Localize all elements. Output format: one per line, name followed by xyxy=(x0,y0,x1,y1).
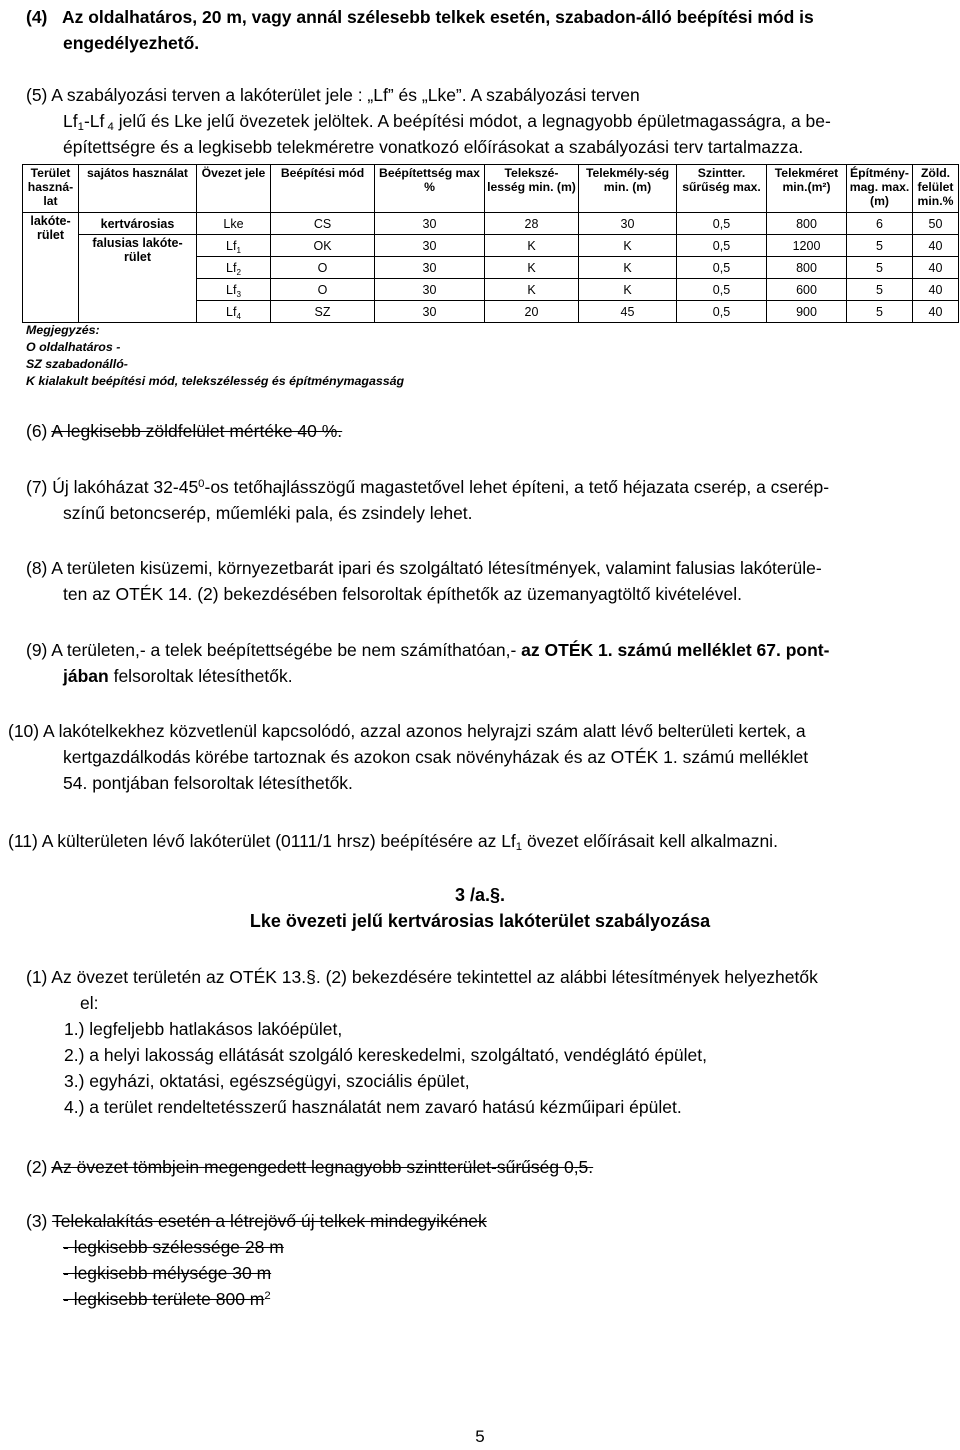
para-7-text-b: -os tetőhajlásszögű magastetővel lehet építeni, a tető héjazata cserép, a cserép- xyxy=(204,477,830,497)
cell-size: 800 xyxy=(767,257,847,279)
note-k: K kialakult beépítési mód, telekszélesség és építménymagasság xyxy=(26,374,405,388)
para-4-number: (4) xyxy=(26,7,48,27)
cell-mode: SZ xyxy=(271,301,375,323)
cell-depth: K xyxy=(579,235,677,257)
zone-label: Lf xyxy=(226,260,237,275)
header-density: Szintter. sűrűség max. xyxy=(677,165,767,213)
cell-width: K xyxy=(485,257,579,279)
cell-size: 1200 xyxy=(767,235,847,257)
para-9-text-d: felsoroltak létesíthetők. xyxy=(108,666,293,686)
para-6-text: A legkisebb zöldfelület mértéke 40 %. xyxy=(51,421,343,441)
para-6-number: (6) xyxy=(26,421,48,441)
cell-zone xyxy=(197,235,271,257)
cell-mode: O xyxy=(271,257,375,279)
paragraph-8 xyxy=(26,555,926,607)
note-o: O oldalhatáros - xyxy=(26,340,121,354)
para-10-line-2: kertgazdálkodás körébe tartoznak és azokon csak növényházak és az OTÉK 1. számú melléklet xyxy=(63,747,809,767)
s3-line-4: - legkisebb területe 800 m xyxy=(63,1289,265,1309)
header-building-mode: Beépítési mód xyxy=(271,165,375,213)
cell-built: 30 xyxy=(375,235,485,257)
cell-width: K xyxy=(485,279,579,301)
table-row xyxy=(23,213,959,235)
s1-line-2: el: xyxy=(80,993,99,1013)
cell-depth: 45 xyxy=(579,301,677,323)
para-7-line-2: színű betoncserép, műemléki pala, és zsindely lehet. xyxy=(63,503,473,523)
list-item: 3.) egyházi, oktatási, egészségügyi, szociális épület, xyxy=(64,1071,470,1091)
paragraph-5 xyxy=(26,82,926,160)
cell-size: 900 xyxy=(767,301,847,323)
cell-mode: OK xyxy=(271,235,375,257)
cell-depth: 30 xyxy=(579,213,677,235)
cell-density: 0,5 xyxy=(677,257,767,279)
section-para-2 xyxy=(26,1154,926,1180)
zone-label: Lf xyxy=(226,282,237,297)
s3-number: (3) xyxy=(26,1211,48,1231)
header-specific-use: sajátos használat xyxy=(79,165,197,213)
cell-width: 28 xyxy=(485,213,579,235)
header-green-area: Zöld. felület min.% xyxy=(913,165,959,213)
para-5-text-b: -Lf xyxy=(83,111,105,131)
cell-size: 600 xyxy=(767,279,847,301)
cell-height: 5 xyxy=(847,279,913,301)
para-5-line-2 xyxy=(26,108,926,134)
para-4-line-1: Az oldalhatáros, 20 m, vagy annál szélesebb telkek esetén, szabadon-álló beépítési mód is xyxy=(61,7,814,27)
paragraph-10 xyxy=(8,718,948,796)
cell-size: 800 xyxy=(767,213,847,235)
para-9-text-a: (9) A területen,- a telek beépítettségébe be nem számíthatóan,- xyxy=(26,640,522,660)
page-number: 5 xyxy=(475,1427,485,1446)
cell-density: 0,5 xyxy=(677,235,767,257)
header-zone: Övezet jele xyxy=(197,165,271,213)
cell-width: K xyxy=(485,235,579,257)
s1-line-1: (1) Az övezet területén az OTÉK 13.§. (2) bekezdésére tekintettel az alábbi létesítmények helyezhetők xyxy=(26,967,818,987)
para-5-text-a: Lf xyxy=(63,111,78,131)
zoning-table xyxy=(22,164,959,323)
cell-density: 0,5 xyxy=(677,301,767,323)
paragraph-6 xyxy=(26,418,926,444)
header-plot-size: Telekméret min.(m²) xyxy=(767,165,847,213)
header-land-use: Terület haszná-lat xyxy=(23,165,79,213)
para-8-line-2: ten az OTÉK 14. (2) bekezdésében felsoroltak építhetők az üzemanyagtöltő kivételével. xyxy=(63,584,742,604)
cell-green: 40 xyxy=(913,235,959,257)
section-para-3 xyxy=(26,1208,926,1312)
cell-density: 0,5 xyxy=(677,213,767,235)
s1-list xyxy=(64,1016,707,1120)
list-item: 4.) a terület rendeltetésszerű használatát nem zavaró hatású kézműipari épület. xyxy=(64,1097,682,1117)
cell-mode: O xyxy=(271,279,375,301)
para-11-text-b: övezet előírásait kell alkalmazni. xyxy=(522,831,778,851)
cell-zone xyxy=(197,279,271,301)
cell-green: 40 xyxy=(913,301,959,323)
list-item: 2.) a helyi lakosság ellátását szolgáló kereskedelmi, szolgáltató, vendéglátó épület, xyxy=(64,1045,708,1065)
header-built-ratio: Beépítettség max % xyxy=(375,165,485,213)
para-9-text-b: az OTÉK 1. számú melléklet 67. pont- xyxy=(521,640,830,660)
paragraph-7 xyxy=(26,474,926,526)
para-7-text-a: (7) Új lakóházat 32-45 xyxy=(26,477,199,497)
note-sz: SZ szabadonálló- xyxy=(26,357,128,371)
section-number: 3 /a.§. xyxy=(454,885,506,905)
para-5-sub-2: 4 xyxy=(104,121,114,133)
s3-line-3: - legkisebb mélysége 30 m xyxy=(63,1263,272,1283)
cell-built: 30 xyxy=(375,301,485,323)
cell-height: 5 xyxy=(847,235,913,257)
cell-built: 30 xyxy=(375,257,485,279)
section-para-1 xyxy=(26,964,926,1016)
zone-sub: 3 xyxy=(236,289,241,299)
para-7-sup: 0 xyxy=(198,478,205,490)
table-header-row xyxy=(23,165,959,213)
cell-height: 6 xyxy=(847,213,913,235)
cell-use-b: falusias lakóte-rület xyxy=(79,235,197,323)
cell-green: 50 xyxy=(913,213,959,235)
cell-built: 30 xyxy=(375,279,485,301)
cell-depth: K xyxy=(579,257,677,279)
s2-text: Az övezet tömbjein megengedett legnagyobb szintterület-sűrűség 0,5. xyxy=(51,1157,594,1177)
cell-land-use: lakóte-rület xyxy=(23,213,79,323)
list-item: 1.) legfeljebb hatlakásos lakóépület, xyxy=(64,1019,343,1039)
header-building-height: Építmény-mag. max.(m) xyxy=(847,165,913,213)
section-title: Lke övezeti jelű kertvárosias lakóterület szabályozása xyxy=(249,911,711,931)
para-11-sub: 1 xyxy=(515,841,523,853)
cell-zone xyxy=(197,257,271,279)
para-11-text-a: (11) A külterületen lévő lakóterület (0111/1 hrsz) beépítésére az Lf xyxy=(8,831,516,851)
s3-line-4-sup: 2 xyxy=(264,1290,271,1302)
paragraph-4 xyxy=(26,4,926,56)
zone-sub: 4 xyxy=(236,311,241,321)
cell-height: 5 xyxy=(847,301,913,323)
s3-line-2: - legkisebb szélessége 28 m xyxy=(63,1237,284,1257)
para-9-text-c: jában xyxy=(63,666,109,686)
zone-label: Lf xyxy=(226,238,237,253)
para-5-sub-1: 1 xyxy=(77,121,84,133)
header-plot-depth: Telekmély-ség min. (m) xyxy=(579,165,677,213)
paragraph-9 xyxy=(26,637,926,689)
note-title: Megjegyzés: xyxy=(26,323,100,337)
cell-depth: K xyxy=(579,279,677,301)
s3-line-1: Telekalakítás esetén a létrejövő új telkek mindegyikének xyxy=(51,1211,487,1231)
para-10-line-1: (10) A lakótelkekhez közvetlenül kapcsolódó, azzal azonos helyrajzi szám alatt lévő belterületi kertek, a xyxy=(8,721,806,741)
zone-label: Lf xyxy=(226,304,237,319)
cell-width: 20 xyxy=(485,301,579,323)
zone-label: Lke xyxy=(223,216,244,231)
cell-zone xyxy=(197,301,271,323)
para-5-line-1: (5) A szabályozási terven a lakóterület jele : „Lf” és „Lke”. A szabályozási terven xyxy=(26,85,640,105)
table-notes xyxy=(26,322,404,390)
cell-density: 0,5 xyxy=(677,279,767,301)
para-8-line-1: (8) A területen kisüzemi, környezetbarát ipari és szolgáltató létesítmények, valamint falusias lakóterüle- xyxy=(26,558,822,578)
s2-number: (2) xyxy=(26,1157,48,1177)
cell-zone xyxy=(197,213,271,235)
para-10-line-3: 54. pontjában felsoroltak létesíthetők. xyxy=(63,773,353,793)
cell-height: 5 xyxy=(847,257,913,279)
zone-sub: 2 xyxy=(236,267,241,277)
para-5-text-c: jelű és Lke jelű övezetek jelöltek. A beépítési módot, a legnagyobb épületmagasságra, a be- xyxy=(113,111,831,131)
para-5-line-3: építettségre és a legkisebb telekméretre vonatkozó előírásokat a szabályozási terv tartalmazza. xyxy=(63,137,804,157)
cell-green: 40 xyxy=(913,279,959,301)
header-plot-width: Telekszé-lesség min. (m) xyxy=(485,165,579,213)
table-row xyxy=(23,235,959,257)
cell-use-a: kertvárosias xyxy=(79,213,197,235)
zone-sub: 1 xyxy=(236,245,241,255)
paragraph-11 xyxy=(8,828,948,854)
para-4-line-2: engedélyezhető. xyxy=(63,33,200,53)
cell-green: 40 xyxy=(913,257,959,279)
cell-built: 30 xyxy=(375,213,485,235)
cell-mode: CS xyxy=(271,213,375,235)
